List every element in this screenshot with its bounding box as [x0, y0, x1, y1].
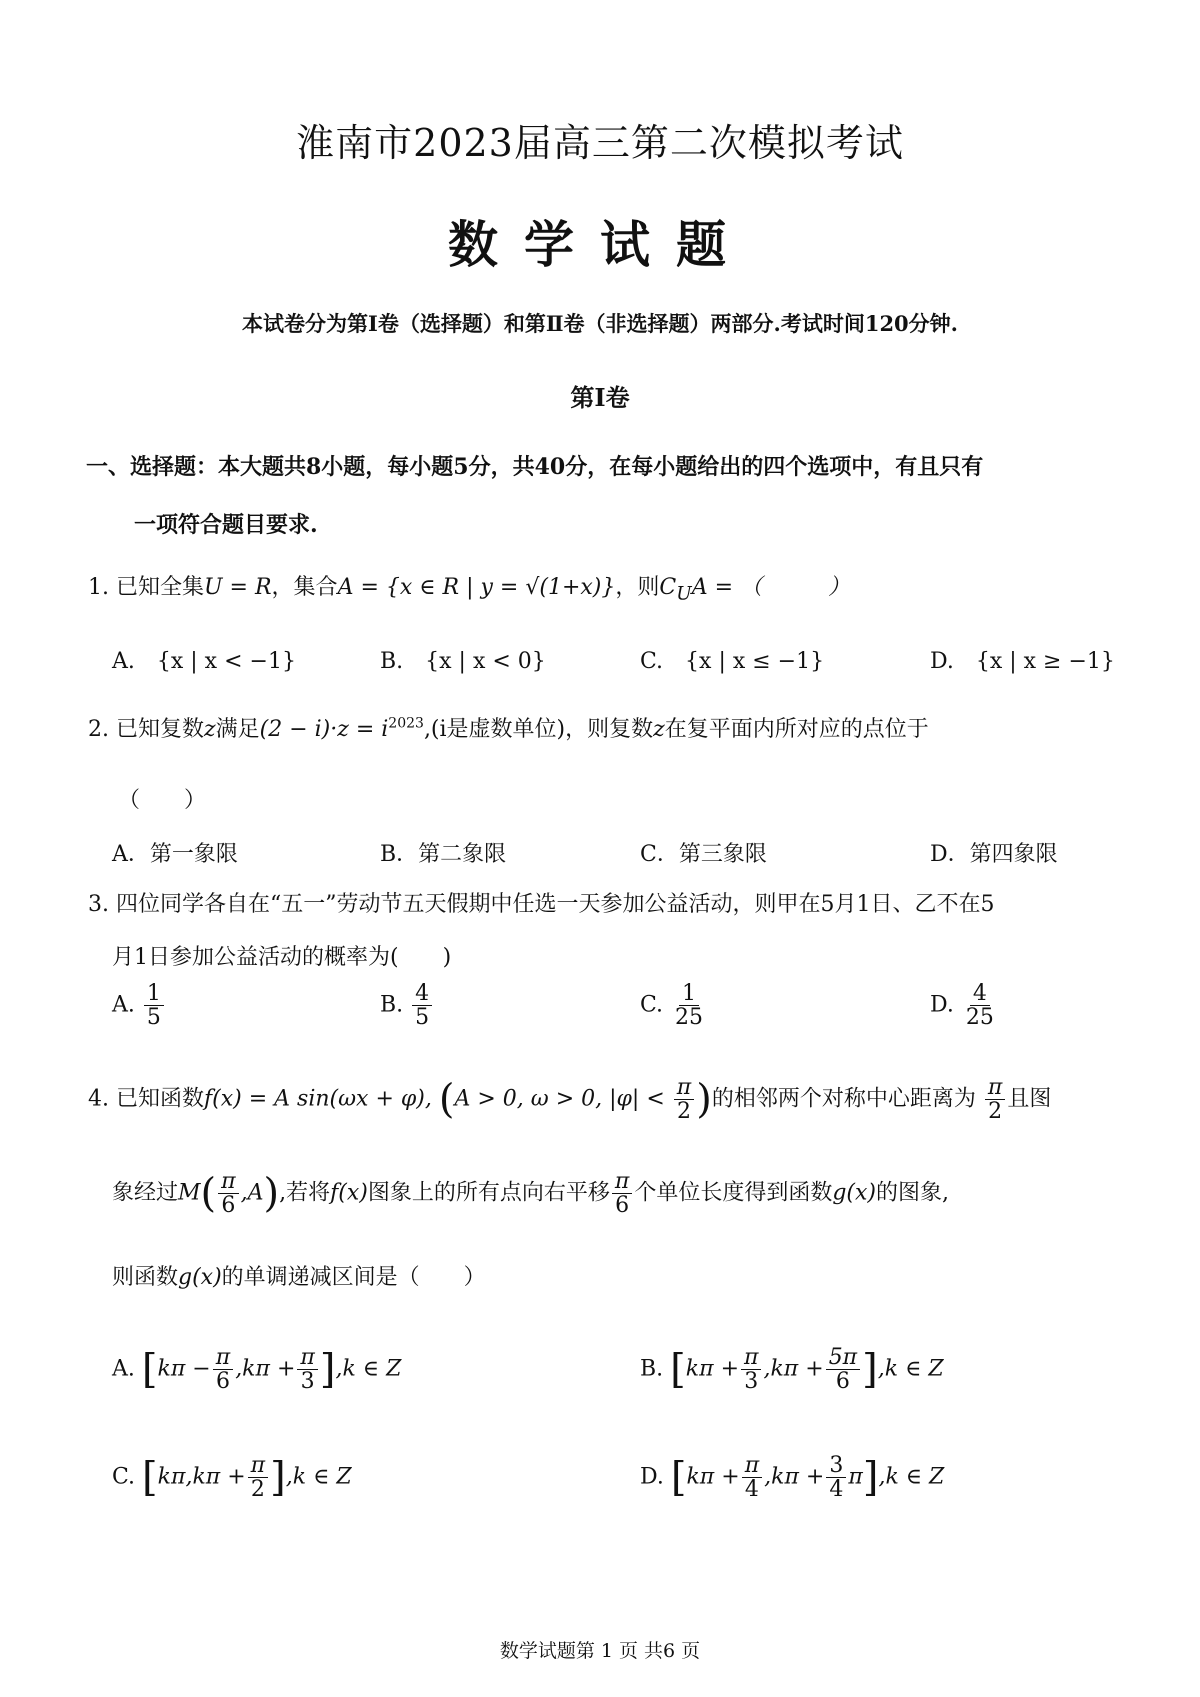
q4-option-d: D. [kπ + $\frac{\pi}{4}$ ,kπ + $\frac{3}{4}$ π],k ∈ Z: [640, 1453, 945, 1503]
section-heading: 一、选择题：本大题共8小题，每小题5分，共40分，在每小题给出的四个选项中，有且只有: [86, 454, 984, 480]
fraction: $\frac{\pi}{3}$: [297, 1346, 317, 1393]
q1-option-c: C. {x | x ≤ −1}: [640, 649, 825, 674]
q1-option-a: A. {x | x < −1}: [112, 649, 296, 674]
fraction: $\frac{\pi}{6}$: [218, 1170, 238, 1217]
question-4-stem-cont: 象经过M( $\frac{\pi}{6}$ ,A),若将f(x)图象上的所有点向右平移 $\frac{\pi}{6}$ 个单位长度得到函数g(x)的图象,: [112, 1169, 949, 1219]
q4-option-c: C. [kπ,kπ + $\frac{\pi}{2}$ ],k ∈ Z: [112, 1453, 352, 1503]
exam-title: 淮南市2023届高三第二次模拟考试: [296, 121, 904, 165]
fraction: $\frac{5\pi}{6}$: [826, 1346, 860, 1393]
q2-option-c: C．第三象限: [640, 842, 767, 867]
q2-option-a: A．第一象限: [112, 842, 238, 867]
q3-option-a: A. $\frac{1}{5}$: [112, 982, 166, 1029]
q4-option-b: B. [kπ + $\frac{\pi}{3}$ ,kπ + $\frac{5\pi}{6}$ ],k ∈ Z: [640, 1345, 944, 1395]
q1-option-d: D. {x | x ≥ −1}: [930, 649, 1115, 674]
q4-option-a: A. [kπ − $\frac{\pi}{6}$ ,kπ + $\frac{\pi}{3}$ ],k ∈ Z: [112, 1345, 402, 1395]
q3-option-d: D. $\frac{4}{25}$: [930, 982, 999, 1029]
question-4-stem: 4. 已知函数f(x) = A sin(ωx + φ), (A > 0, ω > 0, |φ| < $\frac{\pi}{2}$ )的相邻两个对称中心距离为 $\frac{\pi}{2}$ 且图: [88, 1075, 1052, 1125]
fraction: $\frac{\pi}{2}$: [674, 1076, 694, 1123]
page-footer: 数学试题第 1 页 共6 页: [499, 1640, 701, 1662]
fraction: $\frac{\pi}{3}$: [741, 1346, 761, 1393]
question-3-stem: 3. 四位同学各自在“五一”劳动节五天假期中任选一天参加公益活动，则甲在5月1日、乙不在5: [88, 892, 995, 917]
q1-option-b: B. {x | x < 0}: [380, 649, 546, 674]
fraction: $\frac{4}{5}$: [412, 982, 432, 1029]
question-number: 2.: [88, 717, 109, 742]
fraction: $\frac{\pi}{2}$: [985, 1076, 1005, 1123]
question-1-stem: 1. 已知全集U = R，集合A = {x ∈ R | y = √(1+x)}，则$C_UA$ = （ ）: [88, 575, 851, 605]
q3-option-c: C. $\frac{1}{25}$: [640, 982, 708, 1029]
fraction: $\frac{3}{4}$: [826, 1454, 846, 1501]
q2-answer-paren: （ ）: [118, 788, 207, 813]
question-number: 3.: [88, 892, 109, 917]
q2-option-b: B．第二象限: [380, 842, 507, 867]
question-2-stem: 2. 已知复数z满足$(2 - i)\cdot z = i^{2023},(i$是虚数单位)，则复数z在复平面内所对应的点位于: [88, 715, 929, 742]
fraction: $\frac{1}{5}$: [144, 982, 164, 1029]
question-number: 1.: [88, 575, 109, 600]
fraction: $\frac{\pi}{4}$: [742, 1454, 762, 1501]
fraction: $\frac{\pi}{2}$: [248, 1454, 268, 1501]
fraction: $\frac{\pi}{6}$: [213, 1346, 233, 1393]
fraction: $\frac{4}{25}$: [965, 981, 994, 1031]
fraction: $\frac{1}{25}$: [675, 981, 704, 1031]
q3-option-b: B. $\frac{4}{5}$: [380, 982, 434, 1029]
question-4-stem-cont2: 则函数g(x)的单调递减区间是（ ）: [112, 1265, 486, 1290]
volume-heading: 第Ⅰ卷: [570, 383, 630, 412]
exam-intro: 本试卷分为第Ⅰ卷（选择题）和第Ⅱ卷（非选择题）两部分.考试时间120分钟.: [242, 311, 958, 336]
section-heading-cont: 一项符合题目要求.: [134, 512, 318, 538]
fraction: $\frac{\pi}{6}$: [612, 1170, 632, 1217]
question-3-stem-cont: 月1日参加公益活动的概率为( ): [112, 945, 452, 970]
q2-option-d: D．第四象限: [930, 842, 1058, 867]
subject-title: 数学试题: [448, 216, 752, 274]
question-number: 4.: [88, 1086, 109, 1112]
